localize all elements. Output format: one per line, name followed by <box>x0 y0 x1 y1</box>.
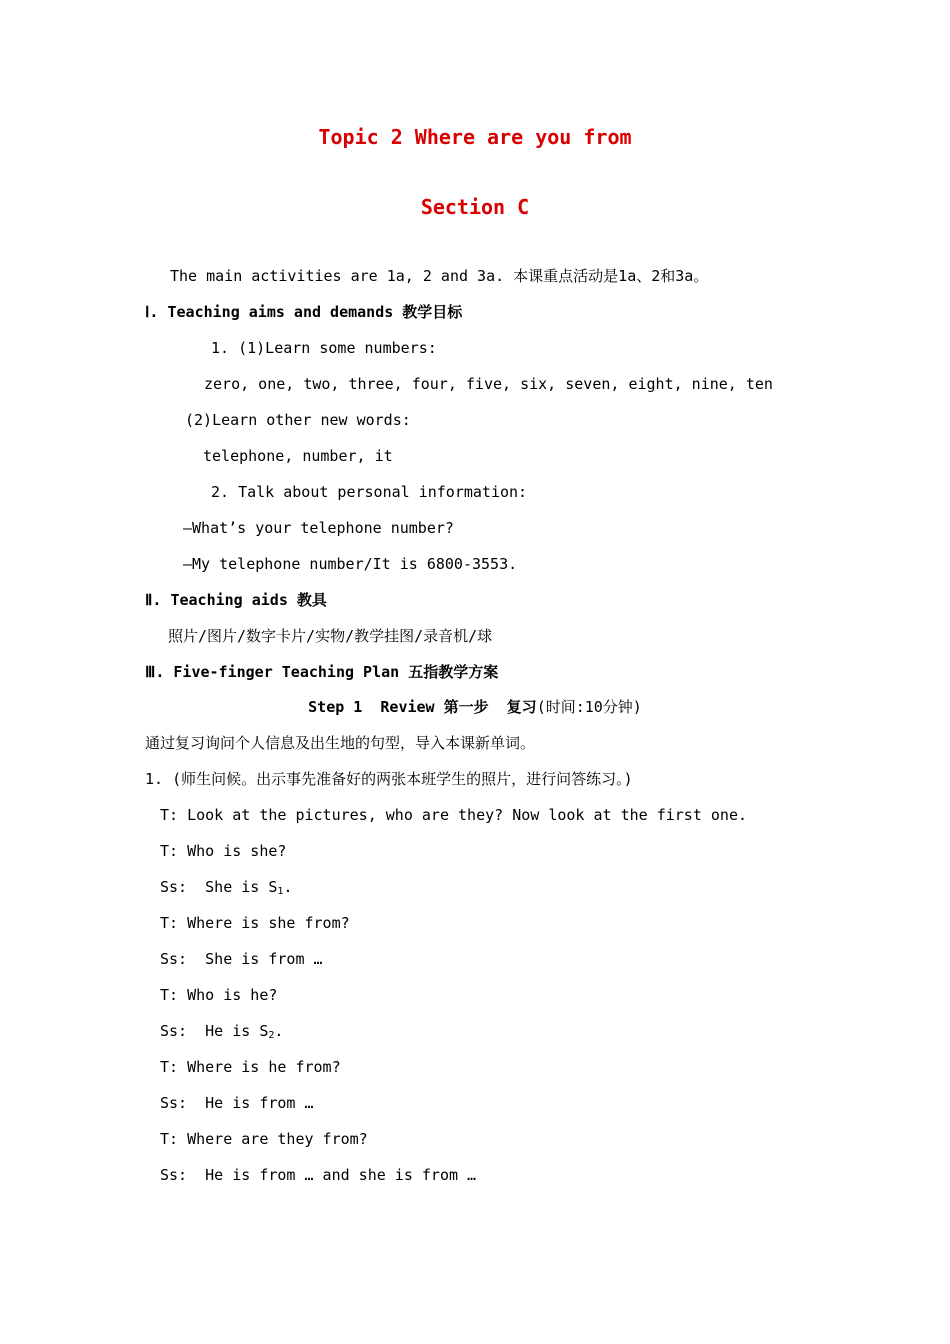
dialogue-answer: —My telephone number/It is 6800-3553. <box>183 555 518 573</box>
subscript: 1 <box>277 886 284 897</box>
page-title: Topic 2 Where are you from <box>318 125 632 149</box>
step1-time: (时间:10分钟) <box>536 698 642 716</box>
dialogue-question: —What’s your telephone number? <box>183 519 454 537</box>
step1-label: Step 1 Review 第一步 复习 <box>308 698 537 716</box>
heading-teaching-aids: Ⅱ. Teaching aids 教具 <box>145 591 327 609</box>
number-words: zero, one, two, three, four, five, six, seven, eight, nine, ten <box>204 375 773 393</box>
dialogue-line: T: Where is she from? <box>160 914 350 932</box>
dialogue-line: T: Who is she? <box>160 842 287 860</box>
dialogue-line <box>160 1021 283 1041</box>
dialogue-line: T: Where are they from? <box>160 1130 368 1148</box>
aim-personal-info: 2. Talk about personal information: <box>211 483 528 501</box>
step1-heading <box>0 697 950 717</box>
dialogue-text: Ss: He is S <box>160 1022 269 1040</box>
dialogue-line: Ss: He is from … and she is from … <box>160 1166 477 1184</box>
dialogue-text: . <box>283 878 293 896</box>
dialogue-line <box>160 877 292 897</box>
section-title: Section C <box>420 195 530 219</box>
dialogue-line: Ss: He is from … <box>160 1094 314 1112</box>
dialogue-line: Ss: She is from … <box>160 950 323 968</box>
intro-text: The main activities are 1a, 2 and 3a. 本课重点活动是1a、2和3a。 <box>170 267 709 285</box>
subscript: 2 <box>268 1030 275 1041</box>
dialogue-line: T: Who is he? <box>160 986 278 1004</box>
aim-other-words: (2)Learn other new words: <box>185 411 411 429</box>
aim-numbers: 1. (1)Learn some numbers: <box>211 339 437 357</box>
heading-teaching-aims: Ⅰ. Teaching aims and demands 教学目标 <box>145 303 463 321</box>
other-words: telephone, number, it <box>203 447 393 465</box>
heading-teaching-plan: Ⅲ. Five-finger Teaching Plan 五指教学方案 <box>145 663 499 681</box>
dialogue-line: T: Where is he from? <box>160 1058 341 1076</box>
dialogue-text: Ss: She is S <box>160 878 278 896</box>
teaching-aids-list: 照片/图片/数字卡片/实物/教学挂图/录音机/球 <box>168 627 493 645</box>
step1-item1: 1. (师生问候。出示事先准备好的两张本班学生的照片，进行问答练习。) <box>145 770 633 788</box>
dialogue-text: . <box>274 1022 284 1040</box>
dialogue-line: T: Look at the pictures, who are they? Now look at the first one. <box>160 806 747 824</box>
step1-intro: 通过复习询问个人信息及出生地的句型，导入本课新单词。 <box>145 734 536 752</box>
